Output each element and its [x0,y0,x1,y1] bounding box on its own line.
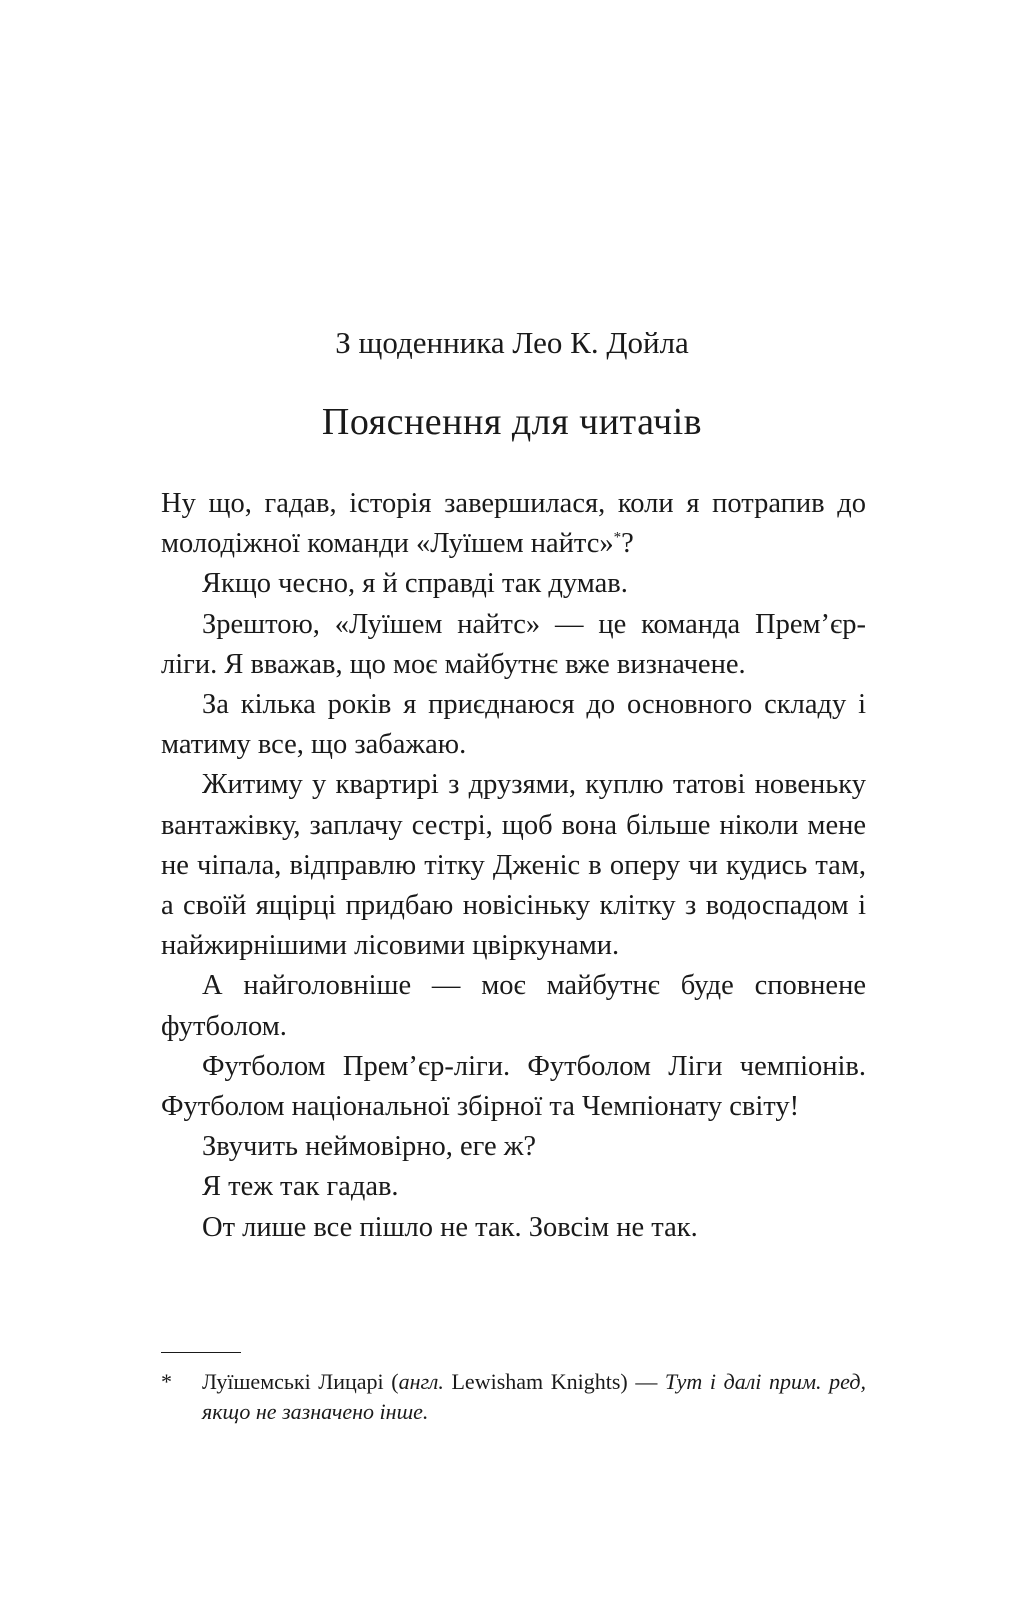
footnote-editor-note: Тут і далі прим. ред, якщо не зазначено інше. [202,1369,866,1424]
chapter-title: Пояснення для читачів [321,401,703,443]
paragraph-9: Я теж так гадав. [202,1171,399,1203]
paragraph-7: Футболом Прем’єр-ліги. Футболом Ліги чемпіонів. Футболом національної збірної та Чемпіонату світу! [161,1050,866,1123]
footnote-reference-mark[interactable]: * [613,529,622,546]
paragraph-1-text: Ну що, гадав, історія завершилася, коли я потрапив до молодіжної команди «Луїшем найтс» [161,488,866,560]
footnote-text [202,1367,866,1427]
footnote-language-abbr: англ. [398,1369,444,1394]
paragraph-1-end: ? [621,528,634,560]
paragraph-5: Житиму у квартирі з друзями, куплю татові новеньку вантажівку, заплачу сестрі, щоб вона більше ніколи мене не чіпала, відправлю тітку Дженіс в оперу чи кудись там, а своїй ящірці придбаю новісіньку клітку з водоспадом і найжирнішими лісовими цвіркунами. [161,769,866,962]
diary-source-line: З щоденника Лео К. Дойла [335,325,689,360]
paragraph-2: Якщо чесно, я й справді так думав. [202,568,628,600]
paragraph-10: От лише все пішло не так. Зовсім не так. [202,1211,698,1243]
footnote-original-name: Lewisham Knights) — [443,1369,665,1394]
paragraph-3: Зрештою, «Луїшем найтс» — це команда Прем’єр-ліги. Я вважав, що моє майбутнє вже визначене. [161,608,866,680]
footnote [161,1367,866,1427]
body-text [161,484,866,1248]
footnote-divider [161,1352,241,1353]
paragraph-8: Звучить неймовірно, еге ж? [202,1131,537,1163]
paragraph-1 [161,484,866,564]
footnote-translation: Луїшемські Лицарі ( [202,1369,399,1394]
paragraph-4: За кілька років я приєднаюся до основного складу і матиму все, що забажаю. [161,689,866,761]
paragraph-6: А найголовніше — моє майбутнє буде сповнене футболом. [161,970,866,1042]
footnote-symbol: * [161,1369,172,1394]
